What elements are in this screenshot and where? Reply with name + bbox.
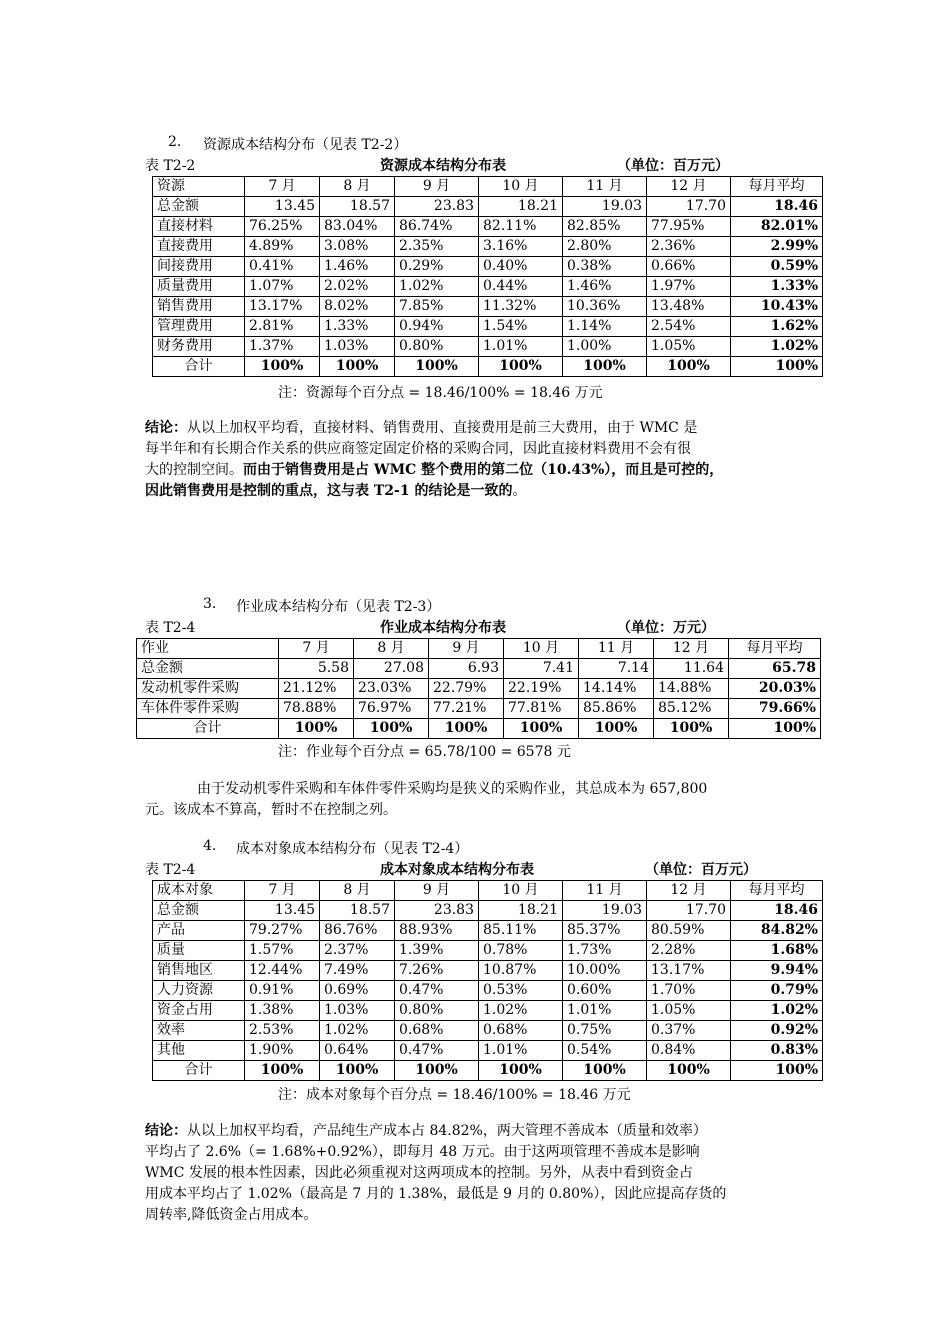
value-cell: 0.68%: [395, 1021, 479, 1041]
header-cell: 每月平均: [731, 177, 823, 197]
value-cell: 77.21%: [429, 699, 504, 719]
conclusion-line: 用成本平均占了 1.02%（最高是 7 月的 1.38%，最低是 9 月的 0.80%），因此应提高存货的: [145, 1186, 727, 1202]
section3-note: 注：作业每个百分点 = 65.78/100 = 6578 元: [278, 744, 571, 760]
header-cell: 作业: [137, 639, 279, 659]
value-cell: 2.99%: [731, 237, 823, 257]
value-cell: 7.26%: [395, 961, 479, 981]
table-row: [137, 679, 821, 699]
paragraph-line: 由于发动机零件采购和车体件零件采购均是狭义的采购作业，其总成本为 657,800: [197, 781, 708, 797]
table-row: [137, 699, 821, 719]
value-cell: 1.14%: [563, 317, 647, 337]
value-cell: 0.29%: [395, 257, 479, 277]
table-row: [153, 197, 823, 217]
table-t2-2-title: 资源成本结构分布表: [380, 158, 506, 174]
header-cell: 7 月: [245, 881, 320, 901]
value-cell: 2.35%: [395, 237, 479, 257]
value-cell: 1.38%: [245, 1001, 320, 1021]
value-cell: 100%: [320, 1061, 395, 1081]
header-cell: 9 月: [395, 881, 479, 901]
value-cell: 0.68%: [479, 1021, 563, 1041]
row-label-cell: 总金额: [153, 197, 245, 217]
table-row: [153, 921, 823, 941]
section2-conclusion: [145, 418, 723, 502]
header-cell: 资源: [153, 177, 245, 197]
value-cell: 2.28%: [647, 941, 731, 961]
value-cell: 5.58: [279, 659, 354, 679]
value-cell: 0.80%: [395, 337, 479, 357]
value-cell: 0.37%: [647, 1021, 731, 1041]
conclusion-line: 周转率,降低资金占用成本。: [145, 1207, 318, 1223]
value-cell: 100%: [579, 719, 654, 739]
table-row: [153, 1001, 823, 1021]
row-label-cell: 合计: [137, 719, 279, 739]
section3-paragraph: [145, 779, 707, 821]
value-cell: 65.78: [729, 659, 821, 679]
value-cell: 86.74%: [395, 217, 479, 237]
value-cell: 23.83: [395, 197, 479, 217]
value-cell: 1.02%: [731, 337, 823, 357]
value-cell: 22.19%: [504, 679, 579, 699]
value-cell: 1.03%: [320, 337, 395, 357]
value-cell: 84.82%: [731, 921, 823, 941]
header-cell: 每月平均: [731, 881, 823, 901]
row-label-cell: 发动机零件采购: [137, 679, 279, 699]
table-row: [153, 1041, 823, 1061]
header-cell: 12 月: [647, 177, 731, 197]
value-cell: 82.11%: [479, 217, 563, 237]
table-t2-3-unit: （单位：万元）: [617, 620, 715, 636]
header-cell: 10 月: [479, 881, 563, 901]
header-cell: 12 月: [654, 639, 729, 659]
value-cell: 14.14%: [579, 679, 654, 699]
row-label-cell: 质量: [153, 941, 245, 961]
value-cell: 2.36%: [647, 237, 731, 257]
value-cell: 100%: [479, 1061, 563, 1081]
value-cell: 88.93%: [395, 921, 479, 941]
value-cell: 1.03%: [320, 1001, 395, 1021]
table-row: [153, 217, 823, 237]
value-cell: 100%: [279, 719, 354, 739]
value-cell: 0.84%: [647, 1041, 731, 1061]
header-cell: 7 月: [245, 177, 320, 197]
header-cell: 每月平均: [729, 639, 821, 659]
value-cell: 78.88%: [279, 699, 354, 719]
value-cell: 85.11%: [479, 921, 563, 941]
value-cell: 7.85%: [395, 297, 479, 317]
row-label-cell: 效率: [153, 1021, 245, 1041]
conclusion-line: 从以上加权平均看，直接材料、销售费用、直接费用是前三大费用，由于 WMC 是: [187, 420, 698, 436]
section4-heading-num: 4.: [203, 838, 217, 854]
value-cell: 100%: [654, 719, 729, 739]
value-cell: 27.08: [354, 659, 429, 679]
header-cell: 12 月: [647, 881, 731, 901]
value-cell: 2.53%: [245, 1021, 320, 1041]
value-cell: 10.36%: [563, 297, 647, 317]
table-row: [153, 941, 823, 961]
header-cell: 10 月: [479, 177, 563, 197]
value-cell: 12.44%: [245, 961, 320, 981]
value-cell: 1.54%: [479, 317, 563, 337]
value-cell: 13.45: [245, 197, 320, 217]
table-row: [153, 901, 823, 921]
conclusion-emphasis: 而由于销售费用是占 WMC 整个费用的第二位（10.43%），而且是可控的，: [243, 462, 724, 478]
header-cell: 9 月: [429, 639, 504, 659]
table-t2-2-id: 表 T2-2: [145, 158, 196, 174]
value-cell: 0.92%: [731, 1021, 823, 1041]
value-cell: 13.17%: [245, 297, 320, 317]
value-cell: 100%: [504, 719, 579, 739]
section3-heading: 作业成本结构分布（见表 T2-3）: [236, 599, 441, 615]
conclusion-emphasis: 因此销售费用是控制的重点，这与表 T2-1 的结论是一致的: [145, 483, 513, 499]
value-cell: 10.87%: [479, 961, 563, 981]
section3-heading-num: 3.: [203, 596, 217, 612]
table-row: [153, 237, 823, 257]
value-cell: 10.43%: [731, 297, 823, 317]
section2-heading-num: 2.: [168, 134, 182, 150]
table-row: [153, 277, 823, 297]
table-t2-4-title: 成本对象成本结构分布表: [380, 862, 534, 878]
value-cell: 1.68%: [731, 941, 823, 961]
conclusion-line: 平均占了 2.6%（= 1.68%+0.92%），即每月 48 万元。由于这两项管理不善成本是影响: [145, 1144, 700, 1160]
value-cell: 82.85%: [563, 217, 647, 237]
value-cell: 83.04%: [320, 217, 395, 237]
value-cell: 1.73%: [563, 941, 647, 961]
value-cell: 1.90%: [245, 1041, 320, 1061]
activity-cost-table: [136, 638, 821, 739]
value-cell: 1.01%: [479, 1041, 563, 1061]
value-cell: 18.21: [479, 901, 563, 921]
row-label-cell: 销售费用: [153, 297, 245, 317]
value-cell: 100%: [647, 357, 731, 377]
value-cell: 85.86%: [579, 699, 654, 719]
value-cell: 1.62%: [731, 317, 823, 337]
value-cell: 1.01%: [563, 1001, 647, 1021]
conclusion-line: 每半年和有长期合作关系的供应商签定固定价格的采购合同，因此直接材料费用不会有很: [145, 441, 691, 457]
table-header-row: [153, 177, 823, 197]
table-row: [153, 961, 823, 981]
value-cell: 79.27%: [245, 921, 320, 941]
value-cell: 0.47%: [395, 1041, 479, 1061]
row-label-cell: 直接材料: [153, 217, 245, 237]
value-cell: 1.02%: [731, 1001, 823, 1021]
value-cell: 0.94%: [395, 317, 479, 337]
value-cell: 1.37%: [245, 337, 320, 357]
value-cell: 100%: [320, 357, 395, 377]
value-cell: 77.81%: [504, 699, 579, 719]
value-cell: 76.97%: [354, 699, 429, 719]
value-cell: 11.64: [654, 659, 729, 679]
value-cell: 21.12%: [279, 679, 354, 699]
value-cell: 86.76%: [320, 921, 395, 941]
value-cell: 0.60%: [563, 981, 647, 1001]
value-cell: 6.93: [429, 659, 504, 679]
table-row: [153, 297, 823, 317]
value-cell: 0.79%: [731, 981, 823, 1001]
row-label-cell: 销售地区: [153, 961, 245, 981]
table-header-row: [137, 639, 821, 659]
table-t2-2-unit: （单位：百万元）: [617, 158, 729, 174]
table-row: [153, 257, 823, 277]
value-cell: 17.70: [647, 197, 731, 217]
value-cell: 100%: [245, 1061, 320, 1081]
value-cell: 9.94%: [731, 961, 823, 981]
resource-cost-table: [152, 176, 823, 377]
row-label-cell: 总金额: [137, 659, 279, 679]
value-cell: 8.02%: [320, 297, 395, 317]
value-cell: 79.66%: [729, 699, 821, 719]
value-cell: 76.25%: [245, 217, 320, 237]
value-cell: 13.17%: [647, 961, 731, 981]
value-cell: 0.47%: [395, 981, 479, 1001]
value-cell: 0.40%: [479, 257, 563, 277]
section4-note: 注：成本对象每个百分点 = 18.46/100% = 18.46 万元: [278, 1087, 631, 1103]
row-label-cell: 产品: [153, 921, 245, 941]
value-cell: 0.41%: [245, 257, 320, 277]
table-row: [153, 337, 823, 357]
row-label-cell: 管理费用: [153, 317, 245, 337]
value-cell: 0.44%: [479, 277, 563, 297]
row-label-cell: 财务费用: [153, 337, 245, 357]
value-cell: 22.79%: [429, 679, 504, 699]
value-cell: 18.46: [731, 901, 823, 921]
value-cell: 1.46%: [563, 277, 647, 297]
value-cell: 1.01%: [479, 337, 563, 357]
conclusion-line: 从以上加权平均看，产品纯生产成本占 84.82%，两大管理不善成本（质量和效率）: [187, 1123, 707, 1139]
table-row: [153, 981, 823, 1001]
value-cell: 0.83%: [731, 1041, 823, 1061]
table-row: [153, 1021, 823, 1041]
value-cell: 1.02%: [479, 1001, 563, 1021]
value-cell: 100%: [395, 1061, 479, 1081]
cost-object-table: [152, 880, 823, 1081]
value-cell: 1.57%: [245, 941, 320, 961]
value-cell: 100%: [245, 357, 320, 377]
table-row: [153, 317, 823, 337]
value-cell: 18.57: [320, 197, 395, 217]
value-cell: 3.16%: [479, 237, 563, 257]
value-cell: 1.05%: [647, 337, 731, 357]
value-cell: 1.07%: [245, 277, 320, 297]
row-label-cell: 资金占用: [153, 1001, 245, 1021]
value-cell: 85.37%: [563, 921, 647, 941]
value-cell: 2.37%: [320, 941, 395, 961]
table-row: [137, 659, 821, 679]
header-cell: 8 月: [320, 177, 395, 197]
value-cell: 0.78%: [479, 941, 563, 961]
value-cell: 100%: [479, 357, 563, 377]
conclusion-line: 。: [512, 483, 527, 499]
row-label-cell: 质量费用: [153, 277, 245, 297]
value-cell: 0.69%: [320, 981, 395, 1001]
row-label-cell: 合计: [153, 357, 245, 377]
section2-note: 注：资源每个百分点 = 18.46/100% = 18.46 万元: [278, 385, 603, 401]
value-cell: 1.33%: [320, 317, 395, 337]
value-cell: 1.02%: [395, 277, 479, 297]
value-cell: 0.80%: [395, 1001, 479, 1021]
value-cell: 4.89%: [245, 237, 320, 257]
table-t2-4-id: 表 T2-4: [145, 862, 196, 878]
value-cell: 85.12%: [654, 699, 729, 719]
table-row: [153, 357, 823, 377]
section2-heading: 资源成本结构分布（见表 T2-2）: [203, 137, 408, 153]
value-cell: 1.00%: [563, 337, 647, 357]
table-row: [137, 719, 821, 739]
value-cell: 100%: [729, 719, 821, 739]
value-cell: 7.49%: [320, 961, 395, 981]
table-t2-3-title: 作业成本结构分布表: [380, 620, 506, 636]
row-label-cell: 其他: [153, 1041, 245, 1061]
value-cell: 77.95%: [647, 217, 731, 237]
value-cell: 1.39%: [395, 941, 479, 961]
value-cell: 3.08%: [320, 237, 395, 257]
value-cell: 19.03: [563, 901, 647, 921]
value-cell: 11.32%: [479, 297, 563, 317]
header-cell: 8 月: [320, 881, 395, 901]
value-cell: 1.97%: [647, 277, 731, 297]
value-cell: 1.46%: [320, 257, 395, 277]
conclusion-label: 结论：: [145, 420, 187, 436]
table-row: [153, 1061, 823, 1081]
value-cell: 10.00%: [563, 961, 647, 981]
conclusion-label: 结论：: [145, 1123, 187, 1139]
value-cell: 100%: [354, 719, 429, 739]
row-label-cell: 总金额: [153, 901, 245, 921]
value-cell: 17.70: [647, 901, 731, 921]
value-cell: 100%: [731, 1061, 823, 1081]
value-cell: 14.88%: [654, 679, 729, 699]
value-cell: 0.38%: [563, 257, 647, 277]
value-cell: 2.80%: [563, 237, 647, 257]
value-cell: 18.21: [479, 197, 563, 217]
paragraph-line: 元。该成本不算高，暂时不在控制之列。: [145, 802, 397, 818]
table-header-row: [153, 881, 823, 901]
conclusion-line: 大的控制空间。: [145, 462, 243, 478]
header-cell: 10 月: [504, 639, 579, 659]
section4-conclusion: [145, 1121, 726, 1226]
value-cell: 0.59%: [731, 257, 823, 277]
header-cell: 8 月: [354, 639, 429, 659]
value-cell: 23.83: [395, 901, 479, 921]
value-cell: 7.41: [504, 659, 579, 679]
header-cell: 11 月: [563, 881, 647, 901]
value-cell: 0.66%: [647, 257, 731, 277]
table-t2-3-id: 表 T2-4: [145, 620, 196, 636]
header-cell: 11 月: [563, 177, 647, 197]
value-cell: 100%: [429, 719, 504, 739]
conclusion-line: WMC 发展的根本性因素，因此必须重视对这两项成本的控制。另外，从表中看到资金占: [145, 1165, 693, 1181]
header-cell: 11 月: [579, 639, 654, 659]
value-cell: 18.46: [731, 197, 823, 217]
value-cell: 100%: [647, 1061, 731, 1081]
value-cell: 100%: [563, 357, 647, 377]
header-cell: 9 月: [395, 177, 479, 197]
row-label-cell: 直接费用: [153, 237, 245, 257]
value-cell: 19.03: [563, 197, 647, 217]
value-cell: 1.70%: [647, 981, 731, 1001]
row-label-cell: 合计: [153, 1061, 245, 1081]
value-cell: 7.14: [579, 659, 654, 679]
value-cell: 20.03%: [729, 679, 821, 699]
value-cell: 0.53%: [479, 981, 563, 1001]
table-t2-4-unit: （单位：百万元）: [645, 862, 757, 878]
value-cell: 23.03%: [354, 679, 429, 699]
row-label-cell: 车体件零件采购: [137, 699, 279, 719]
value-cell: 80.59%: [647, 921, 731, 941]
value-cell: 100%: [395, 357, 479, 377]
value-cell: 0.75%: [563, 1021, 647, 1041]
value-cell: 100%: [731, 357, 823, 377]
value-cell: 13.48%: [647, 297, 731, 317]
header-cell: 成本对象: [153, 881, 245, 901]
value-cell: 13.45: [245, 901, 320, 921]
value-cell: 100%: [563, 1061, 647, 1081]
value-cell: 1.05%: [647, 1001, 731, 1021]
row-label-cell: 人力资源: [153, 981, 245, 1001]
value-cell: 1.33%: [731, 277, 823, 297]
header-cell: 7 月: [279, 639, 354, 659]
value-cell: 82.01%: [731, 217, 823, 237]
value-cell: 2.54%: [647, 317, 731, 337]
section4-heading: 成本对象成本结构分布（见表 T2-4）: [236, 841, 469, 857]
value-cell: 2.02%: [320, 277, 395, 297]
value-cell: 2.81%: [245, 317, 320, 337]
value-cell: 0.64%: [320, 1041, 395, 1061]
value-cell: 0.91%: [245, 981, 320, 1001]
value-cell: 18.57: [320, 901, 395, 921]
row-label-cell: 间接费用: [153, 257, 245, 277]
value-cell: 0.54%: [563, 1041, 647, 1061]
value-cell: 1.02%: [320, 1021, 395, 1041]
